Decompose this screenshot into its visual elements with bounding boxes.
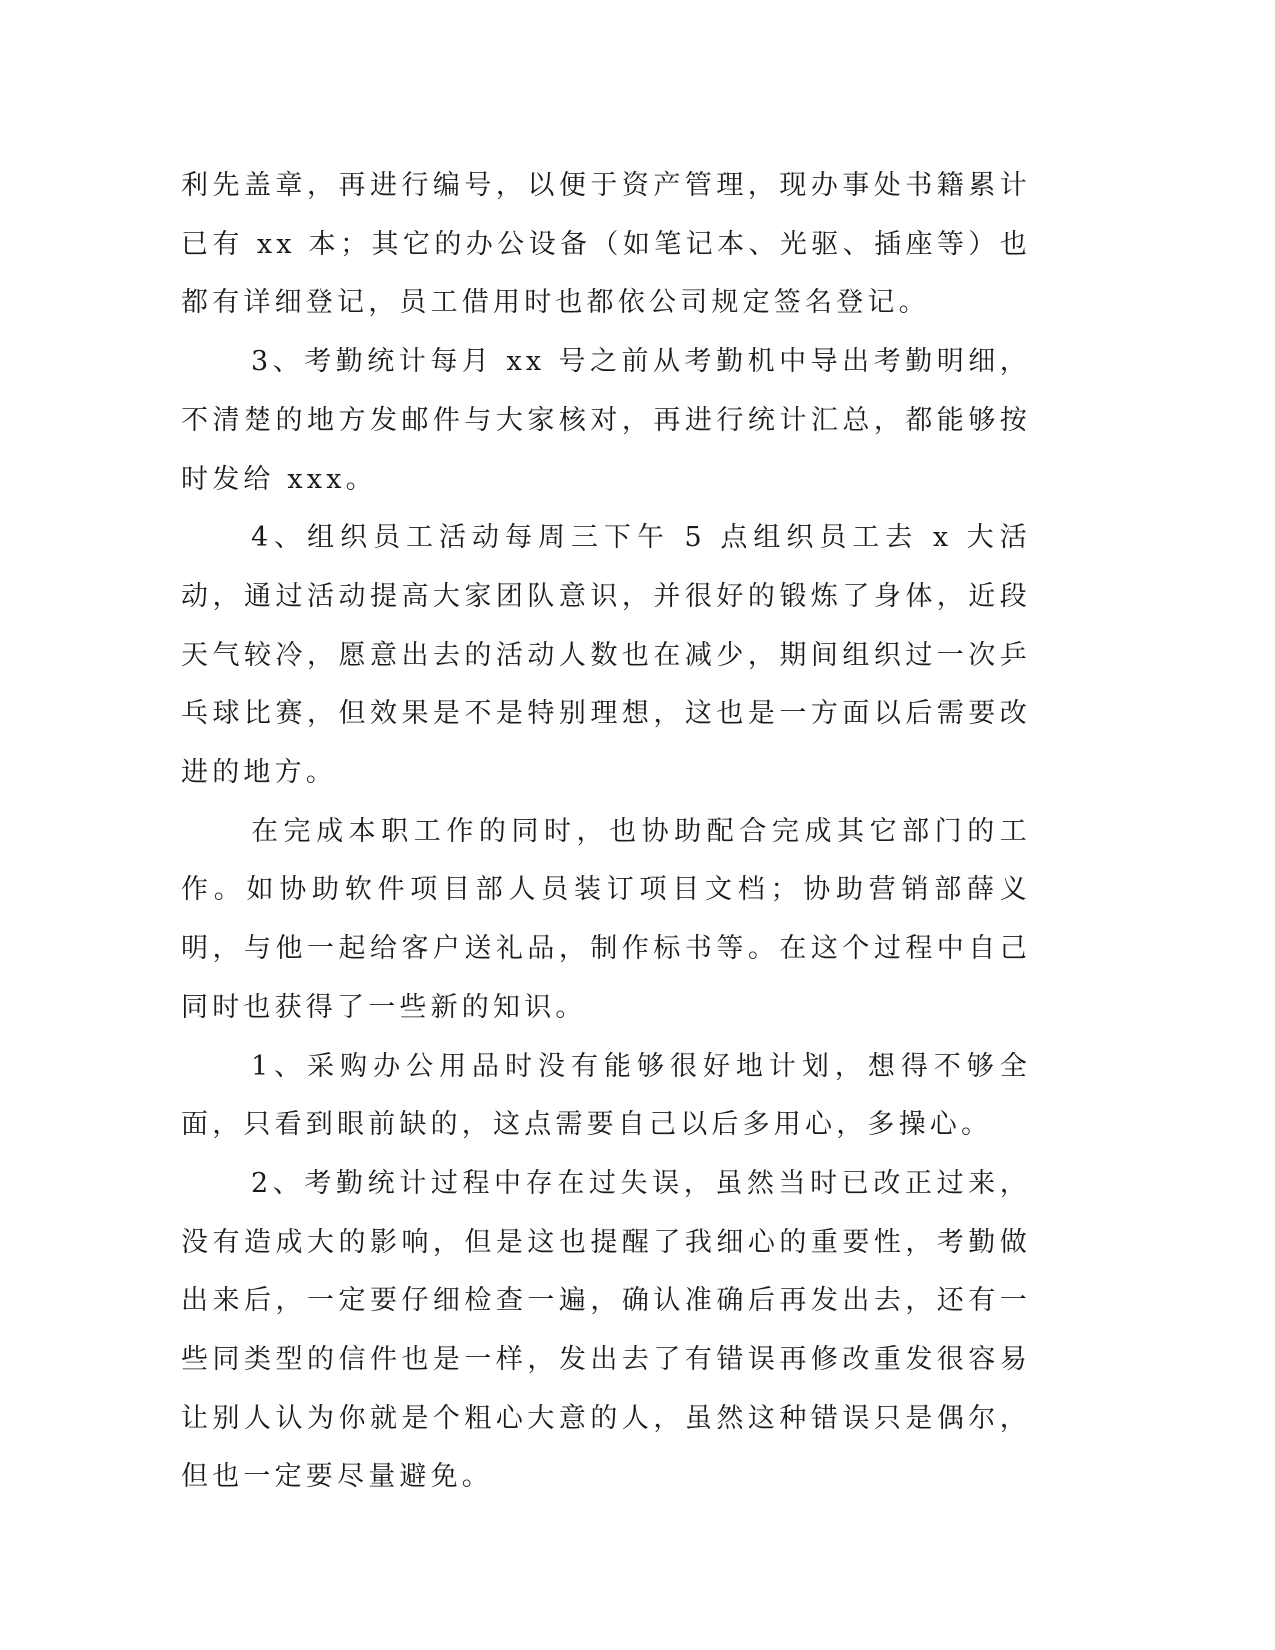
document-body: [181, 157, 1031, 1507]
paragraph-attendance-mistakes: 2、考勤统计过程中存在过失误，虽然当时已改正过来，没有造成大的影响，但是这也提醒了我细心的重要性，考勤做出来后，一定要仔细检查一遍，确认准确后再发出去，还有一些同类型的信件也是一样，发出去了有错误再修改重发很容易让别人认为你就是个粗心大意的人，虽然这种错误只是偶尔，但也一定要尽量避免。: [181, 1167, 1031, 1493]
paragraph-attendance-stats: 3、考勤统计每月 xx 号之前从考勤机中导出考勤明细，不清楚的地方发邮件与大家核对，再进行统计汇总，都能够按时发给 xxx。: [181, 346, 1031, 495]
paragraph-purchasing-shortcoming: 1、采购办公用品时没有能够很好地计划，想得不够全面，只看到眼前缺的，这点需要自己以后多用心，多操心。: [181, 1050, 1031, 1141]
paragraph-staff-activities: 4、组织员工活动每周三下午 5 点组织员工去 x 大活动，通过活动提高大家团队意识，并很好的锻炼了身体，近段天气较冷，愿意出去的活动人数也在减少，期间组织过一次乒乓球比赛，但效果是不是特别理想，这也是一方面以后需要改进的地方。: [181, 522, 1031, 789]
paragraph-asset-registration: 利先盖章，再进行编号，以便于资产管理，现办事处书籍累计已有 xx 本；其它的办公设备（如笔记本、光驱、插座等）也都有详细登记，员工借用时也都依公司规定签名登记。: [181, 170, 1031, 319]
paragraph-cross-department-help: 在完成本职工作的同时，也协助配合完成其它部门的工作。如协助软件项目部人员装订项目文档；协助营销部薛义明，与他一起给客户送礼品，制作标书等。在这个过程中自己同时也获得了一些新的知识。: [181, 815, 1031, 1023]
